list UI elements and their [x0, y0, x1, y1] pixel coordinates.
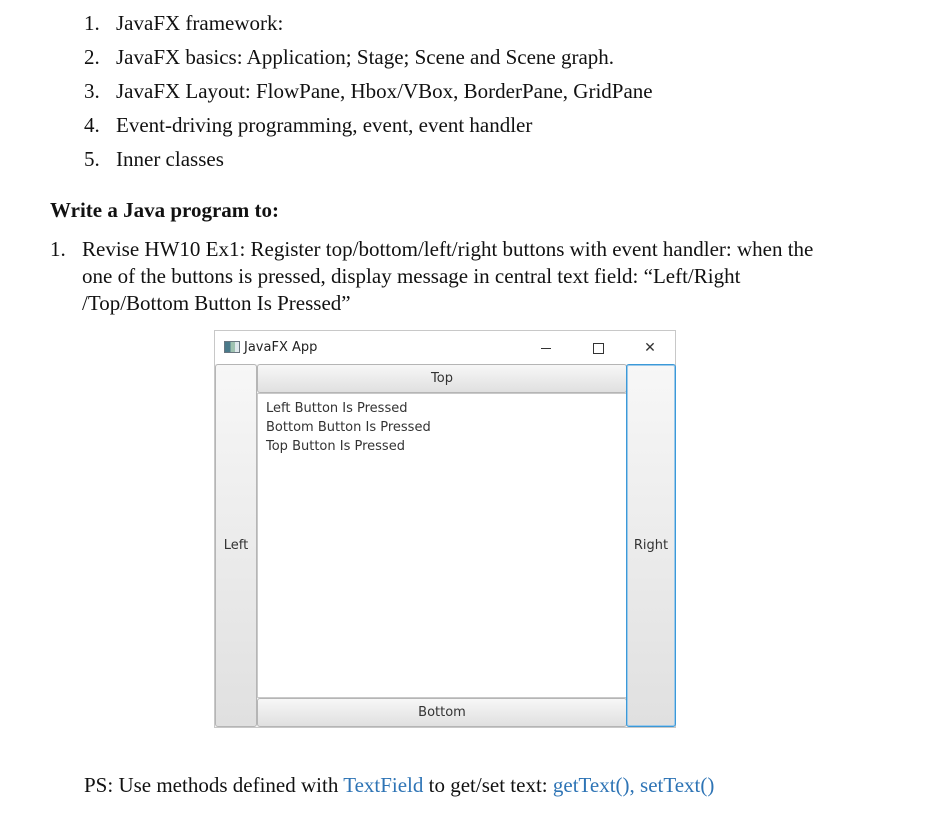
ps-middle: to get/set text: [423, 773, 553, 797]
maximize-icon [593, 343, 604, 354]
topic-number: 1. [84, 11, 100, 35]
topic-text: JavaFX basics: Application; Stage; Scene and Scene graph. [116, 45, 615, 69]
border-pane [215, 364, 675, 727]
close-icon: ✕ [644, 340, 656, 356]
textfield-link: TextField [343, 773, 424, 797]
topic-text: Inner classes [116, 147, 224, 171]
topic-number: 2. [84, 45, 100, 69]
left-button[interactable] [215, 364, 257, 727]
bottom-button-label: Bottom [418, 705, 466, 720]
methods-link: getText(), setText() [552, 773, 715, 797]
maximize-button[interactable] [575, 335, 621, 361]
minimize-button[interactable] [523, 335, 569, 361]
text-line: Left Button Is Pressed [266, 401, 408, 416]
center-text-field[interactable] [257, 393, 627, 698]
ps-prefix: PS: Use methods defined with [84, 773, 344, 797]
close-button[interactable] [627, 335, 673, 361]
topic-text: Event-driving programming, event, event handler [116, 113, 533, 137]
section-heading: Write a Java program to: [50, 198, 280, 222]
ps-note [84, 768, 714, 802]
bottom-button[interactable] [257, 698, 627, 727]
topic-number: 4. [84, 113, 100, 137]
top-button[interactable] [257, 364, 627, 393]
minimize-icon [541, 348, 551, 349]
topic-number: 3. [84, 79, 100, 103]
topic-text: JavaFX framework: [116, 11, 284, 35]
text-line: Bottom Button Is Pressed [266, 420, 431, 435]
java-app-icon [224, 341, 240, 353]
left-button-label: Left [223, 538, 249, 553]
topic-number: 5. [84, 147, 100, 171]
topic-text: JavaFX Layout: FlowPane, Hbox/VBox, BorderPane, GridPane [116, 79, 653, 103]
task-number: 1. [50, 237, 66, 261]
window-title: JavaFX App [244, 340, 318, 355]
task-text: Revise HW10 Ex1: Register top/bottom/left/right buttons with event handler: when the one of the buttons is pressed, display message in central text field: “Left/Right /Top/Bottom Button Is Pressed” [82, 237, 814, 315]
right-button-label: Right [633, 538, 669, 553]
javafx-window [214, 330, 676, 728]
window-titlebar[interactable] [215, 331, 675, 364]
top-button-label: Top [431, 371, 453, 386]
right-button[interactable] [626, 364, 676, 727]
text-line: Top Button Is Pressed [266, 439, 405, 454]
